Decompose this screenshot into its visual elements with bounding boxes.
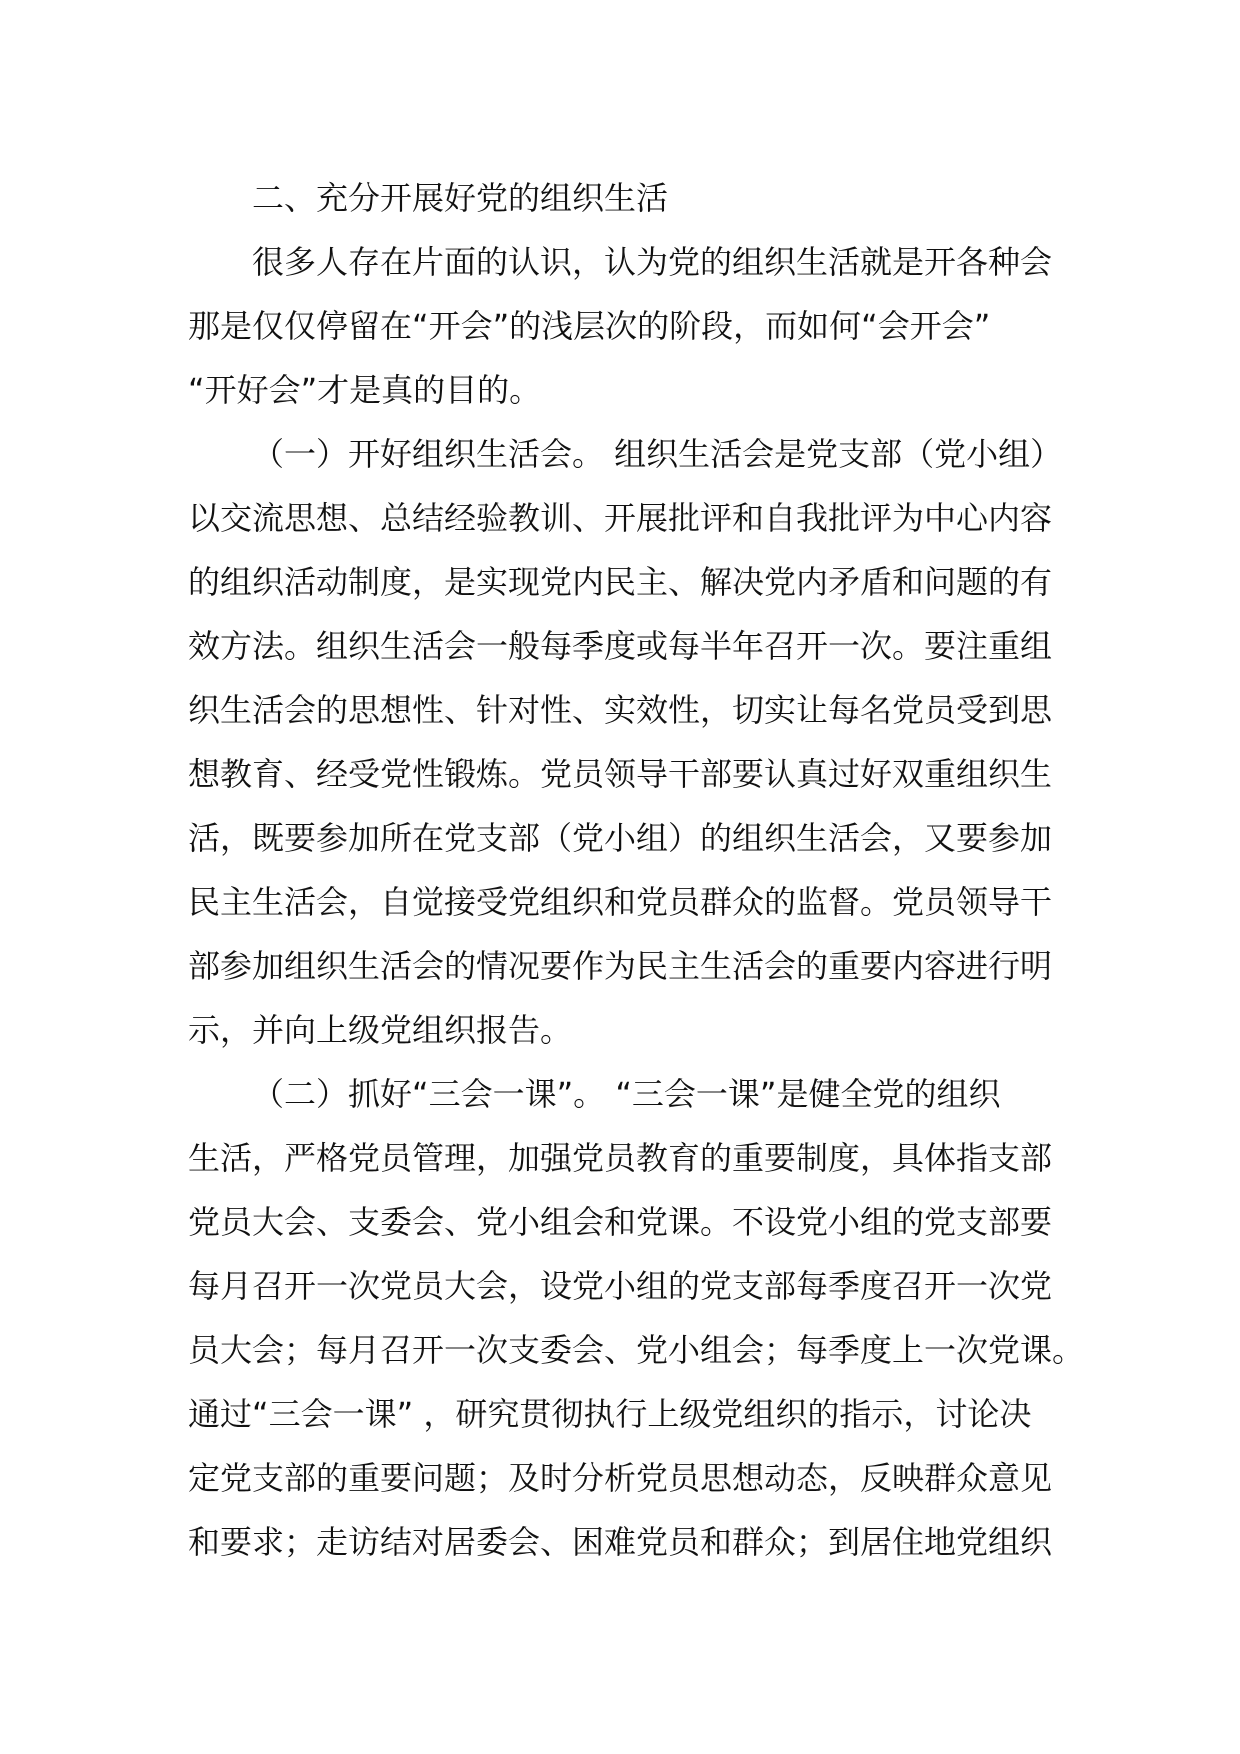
paragraph-line: 很多人存在片面的认识，认为党的组织生活就是开各种会: [252, 243, 1053, 281]
paragraph-line: 织生活会的思想性、针对性、实效性，切实让每名党员受到思: [188, 691, 1053, 729]
paragraph-line: 生活，严格党员管理，加强党员教育的重要制度，具体指支部: [188, 1139, 1053, 1177]
paragraph-line: （一）开好组织生活会。 组织生活会是党支部（党小组）: [252, 435, 1063, 473]
paragraph-line: 活，既要参加所在党支部（党小组）的组织生活会，又要参加: [188, 819, 1053, 857]
paragraph-line: 以交流思想、总结经验教训、开展批评和自我批评为中心内容: [188, 499, 1053, 537]
paragraph-line: 想教育、经受党性锻炼。党员领导干部要认真过好双重组织生: [188, 755, 1053, 793]
paragraph-line: 效方法。组织生活会一般每季度或每半年召开一次。要注重组: [188, 627, 1053, 665]
paragraph-line: 每月召开一次党员大会，设党小组的党支部每季度召开一次党: [188, 1267, 1053, 1305]
paragraph-line: 和要求；走访结对居委会、困难党员和群众；到居住地党组织: [188, 1523, 1053, 1561]
section-heading: 二、充分开展好党的组织生活: [252, 179, 669, 217]
paragraph-line: （二）抓好“三会一课”。 “三会一课”是健全党的组织: [252, 1075, 1001, 1113]
paragraph-line: 部参加组织生活会的情况要作为民主生活会的重要内容进行明: [188, 947, 1053, 985]
paragraph-line: 的组织活动制度，是实现党内民主、解决党内矛盾和问题的有: [188, 563, 1053, 601]
paragraph-line: 通过“三会一课” ，研究贯彻执行上级党组织的指示，讨论决: [188, 1395, 1032, 1433]
paragraph-line: 示，并向上级党组织报告。: [188, 1011, 573, 1049]
paragraph-line: 员大会；每月召开一次支委会、党小组会；每季度上一次党课。: [188, 1331, 1085, 1369]
paragraph-line: 那是仅仅停留在“开会”的浅层次的阶段，而如何“会开会”: [188, 307, 991, 345]
paragraph-line: “开好会”才是真的目的。: [188, 371, 542, 409]
paragraph-line: 定党支部的重要问题；及时分析党员思想动态，反映群众意见: [188, 1459, 1053, 1497]
paragraph-line: 党员大会、支委会、党小组会和党课。不设党小组的党支部要: [188, 1203, 1053, 1241]
paragraph-line: 民主生活会，自觉接受党组织和党员群众的监督。党员领导干: [188, 883, 1053, 921]
